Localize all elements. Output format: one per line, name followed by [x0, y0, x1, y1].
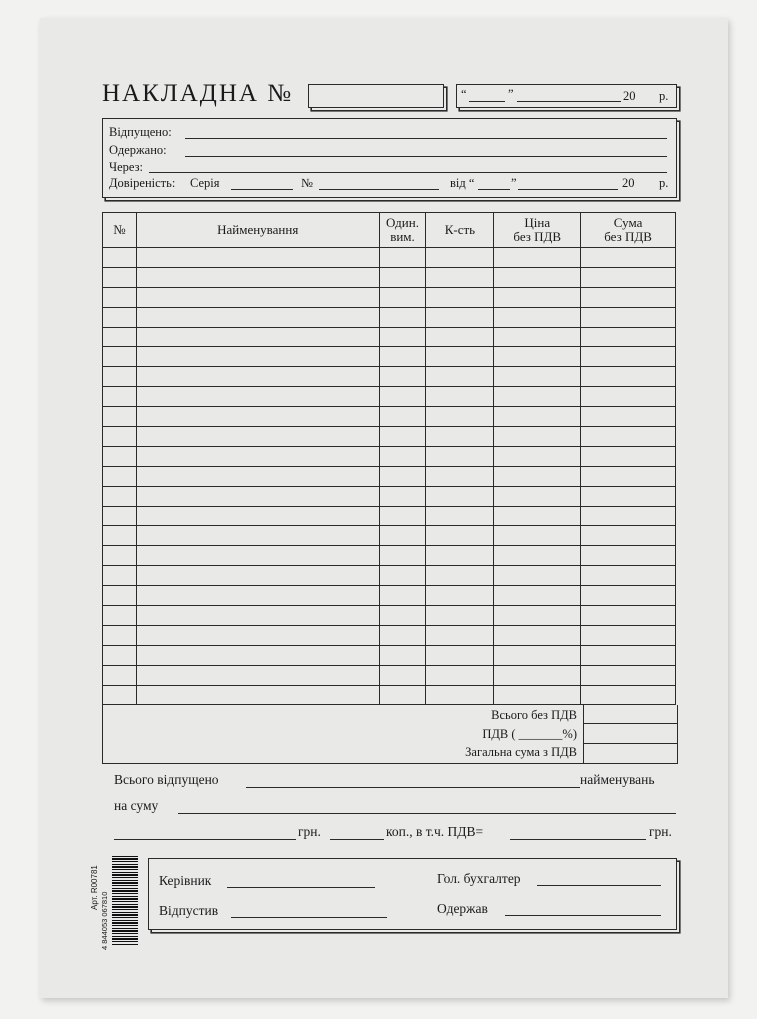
table-cell[interactable]	[103, 367, 137, 387]
table-cell[interactable]	[581, 665, 676, 685]
table-cell[interactable]	[494, 307, 581, 327]
uah2-label: грн.	[649, 824, 672, 839]
table-cell[interactable]	[379, 367, 426, 387]
table-cell[interactable]	[103, 327, 137, 347]
table-cell[interactable]	[426, 606, 494, 626]
table-cell[interactable]	[494, 446, 581, 466]
received-by-signature-field[interactable]	[505, 915, 661, 916]
table-cell[interactable]	[581, 367, 676, 387]
table-cell[interactable]	[494, 566, 581, 586]
table-cell[interactable]	[426, 367, 494, 387]
table-row	[103, 466, 676, 486]
barcode-number: 4 844053 067810	[100, 891, 109, 950]
poa-year-suffix: р.	[659, 176, 669, 190]
total-released-label: Всього відпущено	[114, 772, 219, 787]
table-cell[interactable]	[379, 446, 426, 466]
table-row	[103, 287, 676, 307]
table-cell[interactable]	[103, 606, 137, 626]
received-label: Одержано:	[109, 143, 167, 157]
poa-year: 20	[622, 176, 635, 190]
items-body	[103, 248, 676, 705]
totals-value-column[interactable]	[583, 705, 677, 763]
table-cell[interactable]	[581, 466, 676, 486]
table-row	[103, 347, 676, 367]
table-cell[interactable]	[494, 407, 581, 427]
date-day-line	[469, 101, 505, 102]
table-cell[interactable]	[581, 446, 676, 466]
table-cell[interactable]	[379, 287, 426, 307]
table-cell[interactable]	[494, 327, 581, 347]
table-cell[interactable]	[136, 526, 379, 546]
table-cell[interactable]	[103, 347, 137, 367]
uah-amount-field[interactable]	[114, 839, 296, 840]
table-cell[interactable]	[581, 307, 676, 327]
article-number: Арт. R00781	[90, 865, 99, 910]
header-name: Найменування	[136, 213, 379, 248]
table-cell[interactable]	[426, 546, 494, 566]
table-cell[interactable]	[103, 486, 137, 506]
table-cell[interactable]	[494, 526, 581, 546]
table-cell[interactable]	[136, 546, 379, 566]
table-cell[interactable]	[426, 327, 494, 347]
table-header-row	[103, 213, 676, 248]
table-cell[interactable]	[136, 665, 379, 685]
table-cell[interactable]	[379, 407, 426, 427]
table-cell[interactable]	[426, 586, 494, 606]
table-cell[interactable]	[581, 606, 676, 626]
table-cell[interactable]	[426, 267, 494, 287]
table-cell[interactable]	[494, 248, 581, 268]
kop-field[interactable]	[330, 839, 384, 840]
table-cell[interactable]	[494, 665, 581, 685]
poa-number-field[interactable]	[319, 189, 439, 190]
table-cell[interactable]	[426, 486, 494, 506]
form-title: НАКЛАДНА №	[102, 80, 294, 107]
for-sum-label: на суму	[114, 798, 159, 813]
table-cell[interactable]	[103, 625, 137, 645]
table-cell[interactable]	[426, 526, 494, 546]
table-cell[interactable]	[379, 586, 426, 606]
table-cell[interactable]	[581, 526, 676, 546]
table-row	[103, 407, 676, 427]
released-by-label: Відпустив	[159, 903, 219, 918]
table-cell[interactable]	[103, 566, 137, 586]
table-cell[interactable]	[136, 307, 379, 327]
table-cell[interactable]	[103, 586, 137, 606]
series-field[interactable]	[231, 189, 293, 190]
total-with-vat-label: Загальна сума з ПДВ	[465, 745, 577, 759]
table-cell[interactable]	[379, 347, 426, 367]
table-cell[interactable]	[581, 566, 676, 586]
table-cell[interactable]	[379, 506, 426, 526]
via-field[interactable]	[149, 172, 667, 173]
vat-amount-field[interactable]	[510, 839, 646, 840]
table-cell[interactable]	[103, 685, 137, 705]
table-cell[interactable]	[426, 347, 494, 367]
table-cell[interactable]	[379, 267, 426, 287]
table-cell[interactable]	[379, 427, 426, 447]
table-cell[interactable]	[103, 665, 137, 685]
table-row	[103, 427, 676, 447]
table-cell[interactable]	[136, 347, 379, 367]
header-number: №	[103, 213, 137, 248]
table-cell[interactable]	[581, 645, 676, 665]
poa-quote-close: ”	[511, 176, 517, 190]
table-cell[interactable]	[103, 307, 137, 327]
table-cell[interactable]	[494, 506, 581, 526]
table-cell[interactable]	[136, 387, 379, 407]
table-cell[interactable]	[103, 466, 137, 486]
table-cell[interactable]	[581, 407, 676, 427]
table-cell[interactable]	[379, 665, 426, 685]
table-cell[interactable]	[426, 625, 494, 645]
table-cell[interactable]	[426, 407, 494, 427]
table-cell[interactable]	[426, 387, 494, 407]
items-table	[102, 212, 676, 705]
poa-from-label: від “	[450, 176, 475, 190]
table-row	[103, 625, 676, 645]
table-cell[interactable]	[379, 546, 426, 566]
received-field[interactable]	[185, 156, 667, 157]
table-cell[interactable]	[494, 347, 581, 367]
vat-label: ПДВ ( _______%)	[482, 727, 577, 741]
table-cell[interactable]	[426, 427, 494, 447]
table-cell[interactable]	[103, 526, 137, 546]
chief-accountant-signature-field[interactable]	[537, 885, 661, 886]
table-cell[interactable]	[426, 665, 494, 685]
table-cell[interactable]	[494, 427, 581, 447]
invoice-number-box[interactable]	[308, 84, 444, 108]
table-cell[interactable]	[103, 645, 137, 665]
table-cell[interactable]	[581, 685, 676, 705]
table-row	[103, 267, 676, 287]
totals-block	[102, 705, 678, 764]
table-cell[interactable]	[581, 327, 676, 347]
poa-label: Довіреність:	[109, 176, 176, 190]
items-suffix-label: найменувань	[580, 772, 655, 787]
table-row	[103, 387, 676, 407]
table-cell[interactable]	[426, 685, 494, 705]
table-cell[interactable]	[581, 287, 676, 307]
table-cell[interactable]	[494, 546, 581, 566]
table-cell[interactable]	[426, 506, 494, 526]
table-row	[103, 645, 676, 665]
date-year: 20	[623, 89, 636, 103]
poa-day-field[interactable]	[478, 189, 510, 190]
table-cell[interactable]	[136, 566, 379, 586]
table-row	[103, 526, 676, 546]
header-quantity: К-сть	[426, 213, 494, 248]
totals-divider-1	[583, 723, 677, 724]
series-label: Серія	[190, 176, 220, 190]
table-cell[interactable]	[379, 606, 426, 626]
uah-label: грн.	[298, 824, 321, 839]
table-cell[interactable]	[136, 248, 379, 268]
table-cell[interactable]	[136, 267, 379, 287]
table-cell[interactable]	[103, 287, 137, 307]
sum-no-vat-label: Всього без ПДВ	[491, 708, 577, 722]
table-cell[interactable]	[581, 387, 676, 407]
table-cell[interactable]	[494, 486, 581, 506]
table-cell[interactable]	[136, 645, 379, 665]
table-row	[103, 367, 676, 387]
table-cell[interactable]	[581, 267, 676, 287]
table-cell[interactable]	[581, 248, 676, 268]
released-label: Відпущено:	[109, 125, 172, 139]
released-by-signature-field[interactable]	[231, 917, 387, 918]
date-month-line	[517, 101, 621, 102]
table-cell[interactable]	[494, 606, 581, 626]
table-cell[interactable]	[426, 446, 494, 466]
table-cell[interactable]	[379, 645, 426, 665]
table-cell[interactable]	[136, 466, 379, 486]
table-cell[interactable]	[136, 327, 379, 347]
table-cell[interactable]	[426, 645, 494, 665]
table-row	[103, 446, 676, 466]
table-cell[interactable]	[136, 287, 379, 307]
date-open-quote: “	[461, 87, 467, 101]
table-cell[interactable]	[426, 566, 494, 586]
table-cell[interactable]	[136, 427, 379, 447]
table-cell[interactable]	[581, 625, 676, 645]
table-row	[103, 486, 676, 506]
table-cell[interactable]	[494, 586, 581, 606]
table-row	[103, 566, 676, 586]
table-cell[interactable]	[136, 506, 379, 526]
table-cell[interactable]	[379, 566, 426, 586]
table-cell[interactable]	[379, 327, 426, 347]
poa-month-field[interactable]	[518, 189, 618, 190]
table-cell[interactable]	[136, 446, 379, 466]
table-cell[interactable]	[103, 446, 137, 466]
table-row	[103, 506, 676, 526]
table-row	[103, 248, 676, 268]
table-row	[103, 665, 676, 685]
header-sum: Сума без ПДВ	[581, 213, 676, 248]
table-cell[interactable]	[494, 685, 581, 705]
table-cell[interactable]	[379, 625, 426, 645]
table-cell[interactable]	[136, 685, 379, 705]
table-cell[interactable]	[581, 347, 676, 367]
table-cell[interactable]	[581, 486, 676, 506]
table-cell[interactable]	[379, 307, 426, 327]
table-cell[interactable]	[136, 625, 379, 645]
manager-label: Керівник	[159, 873, 212, 888]
table-cell[interactable]	[426, 287, 494, 307]
table-row	[103, 685, 676, 705]
recipient-block	[102, 118, 677, 198]
table-cell[interactable]	[426, 248, 494, 268]
table-cell[interactable]	[136, 606, 379, 626]
header-unit: Один. вим.	[379, 213, 426, 248]
table-cell[interactable]	[136, 486, 379, 506]
table-cell[interactable]	[103, 248, 137, 268]
signatures-block	[148, 858, 677, 930]
kop-vat-label: коп., в т.ч. ПДВ=	[386, 824, 484, 839]
table-row	[103, 606, 676, 626]
table-cell[interactable]	[581, 506, 676, 526]
table-cell[interactable]	[379, 387, 426, 407]
table-cell[interactable]	[494, 645, 581, 665]
table-cell[interactable]	[103, 506, 137, 526]
totals-divider-2	[583, 743, 677, 744]
table-row	[103, 307, 676, 327]
invoice-date-box[interactable]	[456, 84, 677, 108]
table-cell[interactable]	[103, 427, 137, 447]
table-cell[interactable]	[494, 267, 581, 287]
barcode-image	[112, 856, 138, 946]
for-sum-field[interactable]	[178, 813, 676, 814]
table-cell[interactable]	[426, 466, 494, 486]
table-cell[interactable]	[581, 546, 676, 566]
table-cell[interactable]	[379, 685, 426, 705]
table-cell[interactable]	[379, 248, 426, 268]
table-cell[interactable]	[494, 387, 581, 407]
table-cell[interactable]	[103, 407, 137, 427]
total-released-field[interactable]	[246, 787, 580, 788]
date-suffix: р.	[659, 89, 669, 103]
table-cell[interactable]	[581, 427, 676, 447]
table-row	[103, 327, 676, 347]
table-cell[interactable]	[379, 526, 426, 546]
manager-signature-field[interactable]	[227, 887, 375, 888]
header-price: Ціна без ПДВ	[494, 213, 581, 248]
table-cell[interactable]	[379, 466, 426, 486]
received-by-label: Одержав	[437, 901, 488, 916]
table-cell[interactable]	[103, 546, 137, 566]
table-cell[interactable]	[581, 586, 676, 606]
table-cell[interactable]	[136, 586, 379, 606]
table-cell[interactable]	[426, 307, 494, 327]
table-row	[103, 586, 676, 606]
table-cell[interactable]	[494, 466, 581, 486]
date-close-quote: ”	[508, 87, 514, 101]
table-cell[interactable]	[494, 287, 581, 307]
table-cell[interactable]	[136, 367, 379, 387]
table-cell[interactable]	[494, 625, 581, 645]
table-cell[interactable]	[136, 407, 379, 427]
poa-number-label: №	[301, 176, 313, 190]
released-field[interactable]	[185, 138, 667, 139]
via-label: Через:	[109, 160, 144, 174]
table-cell[interactable]	[379, 486, 426, 506]
table-cell[interactable]	[103, 267, 137, 287]
table-cell[interactable]	[494, 367, 581, 387]
invoice-form-sheet	[40, 18, 728, 998]
table-row	[103, 546, 676, 566]
chief-accountant-label: Гол. бухгалтер	[437, 871, 521, 886]
table-cell[interactable]	[103, 387, 137, 407]
